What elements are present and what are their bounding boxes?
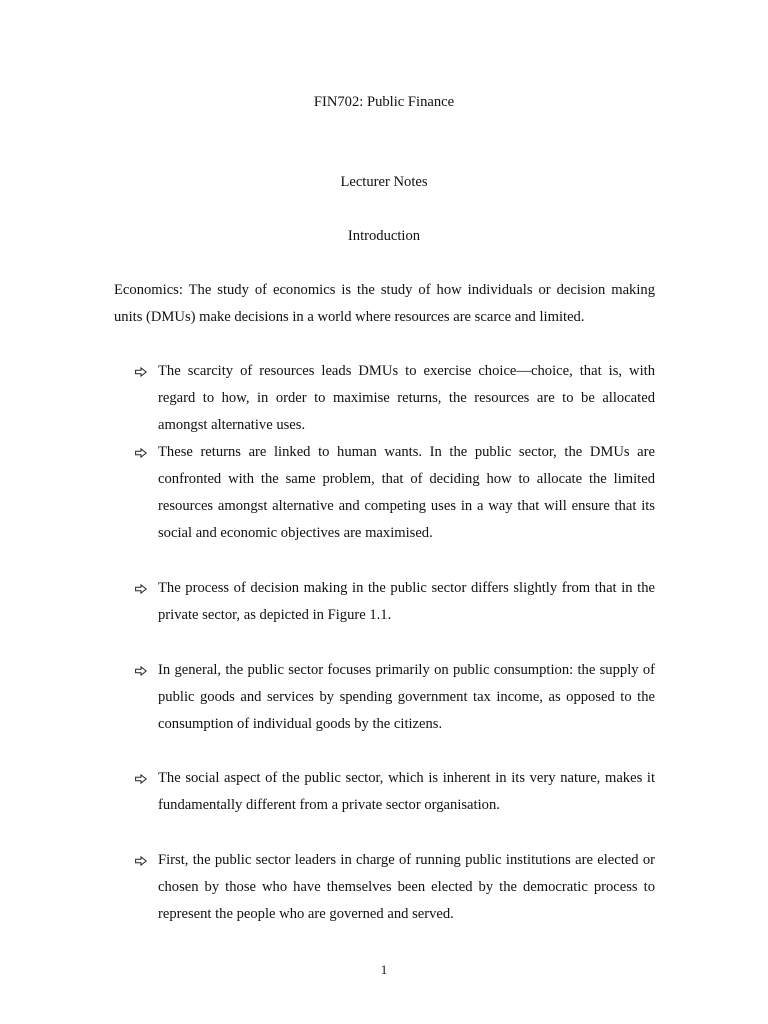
arrow-right-outline-icon [135, 765, 151, 792]
bullet-item [135, 358, 655, 439]
bullet-text: The process of decision making in the public sector differs slightly from that in the private sector, as depicted in Figure 1.1. [158, 580, 655, 623]
document-subtitle: Lecturer Notes [340, 174, 428, 190]
bullet-item [135, 657, 655, 738]
bullet-text: The social aspect of the public sector, which is inherent in its very nature, makes it fundamentally different from a private sector organisation. [158, 770, 655, 813]
arrow-right-outline-icon [135, 575, 151, 602]
arrow-right-outline-icon [135, 358, 151, 385]
bullet-item [135, 847, 655, 928]
bullet-item [135, 439, 655, 547]
bullet-item [135, 765, 655, 819]
course-title: FIN702: Public Finance [313, 94, 455, 110]
page-number: 1 [380, 962, 388, 977]
arrow-right-outline-icon [135, 847, 151, 874]
bullet-item [135, 575, 655, 629]
bullet-text: First, the public sector leaders in charge of running public institutions are elected or chosen by those who have themselves been elected by the democratic process to represent the people who are governed and served. [158, 852, 655, 922]
arrow-right-outline-icon [135, 439, 151, 466]
arrow-right-outline-icon [135, 657, 151, 684]
intro-paragraph: Economics: The study of economics is the study of how individuals or decision making units (DMUs) make decisions in a world where resources are scarce and limited. [114, 282, 655, 325]
bullet-text: In general, the public sector focuses primarily on public consumption: the supply of public goods and services by spending government tax income, as opposed to the consumption of individual goods by the citizens. [158, 662, 655, 732]
bullet-text: The scarcity of resources leads DMUs to exercise choice—choice, that is, with regard to how, in order to maximise returns, the resources are to be allocated amongst alternative uses. [158, 363, 655, 433]
bullet-text: These returns are linked to human wants. In the public sector, the DMUs are confronted with the same problem, that of deciding how to allocate the limited resources amongst alternative and competing uses in a way that will ensure that its social and economic objectives are maximised. [158, 444, 655, 541]
section-heading: Introduction [347, 228, 421, 244]
